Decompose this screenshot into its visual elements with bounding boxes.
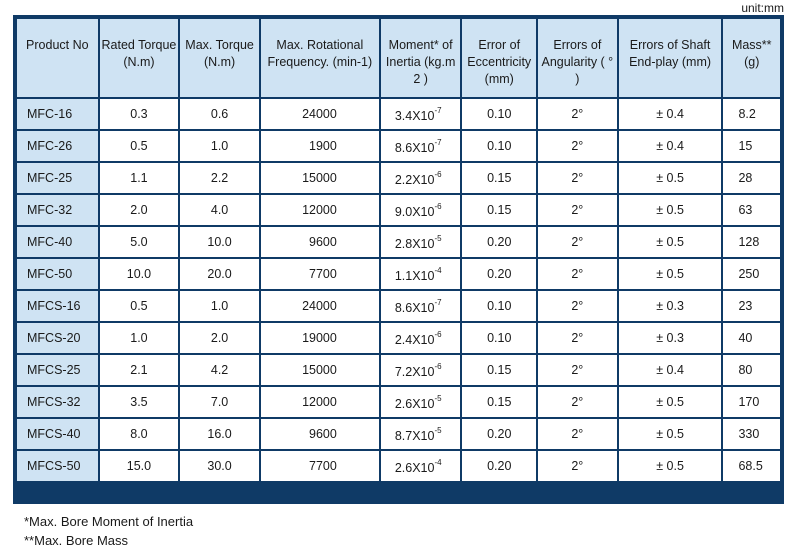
footnote-mass: **Max. Bore Mass [24,533,129,548]
cell-mass: 170 [723,387,780,417]
table-row [17,163,780,193]
header-angularity: Errors of Angularity ( ° ) [538,19,617,97]
cell-product: MFC-32 [17,195,98,225]
cell-inertia: $8.6X10^{-7}$ [381,291,461,321]
cell-rated-torque: 0.5 [100,291,179,321]
cell-inertia: $2.6X10^{-4}$ [381,451,461,481]
cell-inertia: $8.7X10^{-5}$ [381,419,461,449]
cell-max-frequency: 12000 [261,387,379,417]
header-max-frequency: Max. Rotational Frequency. (min-1) [261,19,379,97]
header-mass: Mass** (g) [723,19,780,97]
cell-rated-torque: 10.0 [100,259,179,289]
cell-max-torque: 0.6 [180,99,259,129]
cell-angularity: 2° [538,291,617,321]
cell-eccentricity: 0.15 [462,163,536,193]
cell-end-play: ± 0.5 [619,387,722,417]
cell-mass: 250 [723,259,780,289]
cell-eccentricity: 0.20 [462,451,536,481]
cell-end-play: ± 0.5 [619,163,722,193]
cell-max-torque: 1.0 [180,291,259,321]
header-moment-of-inertia: Moment* of Inertia (kg.m 2 ) [381,19,461,97]
cell-end-play: ± 0.4 [619,355,722,385]
cell-end-play: ± 0.4 [619,131,722,161]
cell-rated-torque: 15.0 [100,451,179,481]
cell-product: MFC-25 [17,163,98,193]
table-row [17,195,780,225]
cell-rated-torque: 1.1 [100,163,179,193]
spec-table-frame [13,15,784,504]
cell-max-frequency: 24000 [261,99,379,129]
cell-rated-torque: 1.0 [100,323,179,353]
table-row [17,355,780,385]
cell-angularity: 2° [538,451,617,481]
cell-product: MFC-16 [17,99,98,129]
cell-eccentricity: 0.10 [462,99,536,129]
cell-product: MFCS-50 [17,451,98,481]
cell-eccentricity: 0.10 [462,131,536,161]
cell-mass: 80 [723,355,780,385]
cell-product: MFCS-40 [17,419,98,449]
cell-angularity: 2° [538,323,617,353]
cell-product: MFCS-16 [17,291,98,321]
cell-mass: 128 [723,227,780,257]
header-eccentricity: Error of Eccentricity (mm) [462,19,536,97]
cell-max-torque: 20.0 [180,259,259,289]
table-row [17,291,780,321]
cell-end-play: ± 0.3 [619,291,722,321]
footnote-inertia: *Max. Bore Moment of Inertia [24,514,194,529]
cell-mass: 8.2 [723,99,780,129]
cell-product: MFCS-20 [17,323,98,353]
cell-eccentricity: 0.15 [462,355,536,385]
cell-end-play: ± 0.4 [619,99,722,129]
table-row [17,451,780,481]
header-row [17,19,780,97]
cell-max-torque: 4.2 [180,355,259,385]
cell-inertia: $2.2X10^{-6}$ [381,163,461,193]
cell-eccentricity: 0.15 [462,195,536,225]
cell-max-frequency: 7700 [261,451,379,481]
cell-rated-torque: 5.0 [100,227,179,257]
cell-inertia: $1.1X10^{-4}$ [381,259,461,289]
cell-angularity: 2° [538,195,617,225]
cell-product: MFC-40 [17,227,98,257]
cell-rated-torque: 3.5 [100,387,179,417]
cell-inertia: $3.4X10^{-7}$ [381,99,461,129]
cell-eccentricity: 0.20 [462,419,536,449]
cell-inertia: $9.0X10^{-6}$ [381,195,461,225]
cell-end-play: ± 0.5 [619,451,722,481]
table-row [17,259,780,289]
cell-end-play: ± 0.5 [619,259,722,289]
cell-rated-torque: 2.1 [100,355,179,385]
cell-angularity: 2° [538,387,617,417]
cell-eccentricity: 0.20 [462,259,536,289]
cell-inertia: $7.2X10^{-6}$ [381,355,461,385]
cell-mass: 68.5 [723,451,780,481]
header-max-torque: Max. Torque (N.m) [180,19,259,97]
cell-rated-torque: 8.0 [100,419,179,449]
header-shaft-end-play: Errors of Shaft End-play (mm) [619,19,722,97]
table-row [17,99,780,129]
cell-max-torque: 1.0 [180,131,259,161]
cell-max-frequency: 24000 [261,291,379,321]
unit-label: unit:mm [741,1,784,15]
cell-angularity: 2° [538,259,617,289]
table-row [17,387,780,417]
cell-angularity: 2° [538,419,617,449]
cell-rated-torque: 0.3 [100,99,179,129]
cell-angularity: 2° [538,355,617,385]
cell-mass: 63 [723,195,780,225]
cell-max-torque: 4.0 [180,195,259,225]
spec-table [15,17,782,483]
cell-eccentricity: 0.20 [462,227,536,257]
cell-angularity: 2° [538,99,617,129]
cell-end-play: ± 0.5 [619,195,722,225]
cell-mass: 330 [723,419,780,449]
header-rated-torque: Rated Torque (N.m) [100,19,179,97]
cell-eccentricity: 0.10 [462,323,536,353]
cell-max-frequency: 12000 [261,195,379,225]
cell-max-frequency: 7700 [261,259,379,289]
cell-end-play: ± 0.5 [619,419,722,449]
cell-inertia: $2.8X10^{-5}$ [381,227,461,257]
cell-product: MFC-50 [17,259,98,289]
cell-eccentricity: 0.15 [462,387,536,417]
cell-mass: 23 [723,291,780,321]
cell-max-frequency: 15000 [261,163,379,193]
cell-max-torque: 16.0 [180,419,259,449]
cell-max-frequency: 15000 [261,355,379,385]
cell-max-frequency: 19000 [261,323,379,353]
cell-max-frequency: 9600 [261,227,379,257]
cell-angularity: 2° [538,131,617,161]
footnotes [24,512,193,550]
table-row [17,323,780,353]
cell-angularity: 2° [538,227,617,257]
cell-angularity: 2° [538,163,617,193]
cell-inertia: $2.4X10^{-6}$ [381,323,461,353]
cell-mass: 15 [723,131,780,161]
header-product-no: Product No [17,19,98,97]
cell-mass: 28 [723,163,780,193]
cell-eccentricity: 0.10 [462,291,536,321]
cell-max-frequency: 9600 [261,419,379,449]
cell-max-torque: 2.0 [180,323,259,353]
cell-inertia: $8.6X10^{-7}$ [381,131,461,161]
cell-max-torque: 2.2 [180,163,259,193]
table-row [17,131,780,161]
cell-product: MFCS-32 [17,387,98,417]
cell-end-play: ± 0.3 [619,323,722,353]
cell-rated-torque: 2.0 [100,195,179,225]
table-row [17,227,780,257]
table-row [17,419,780,449]
cell-inertia: $2.6X10^{-5}$ [381,387,461,417]
cell-end-play: ± 0.5 [619,227,722,257]
cell-rated-torque: 0.5 [100,131,179,161]
cell-product: MFCS-25 [17,355,98,385]
cell-max-torque: 7.0 [180,387,259,417]
cell-max-torque: 10.0 [180,227,259,257]
cell-max-torque: 30.0 [180,451,259,481]
cell-mass: 40 [723,323,780,353]
cell-max-frequency: 1900 [261,131,379,161]
cell-product: MFC-26 [17,131,98,161]
